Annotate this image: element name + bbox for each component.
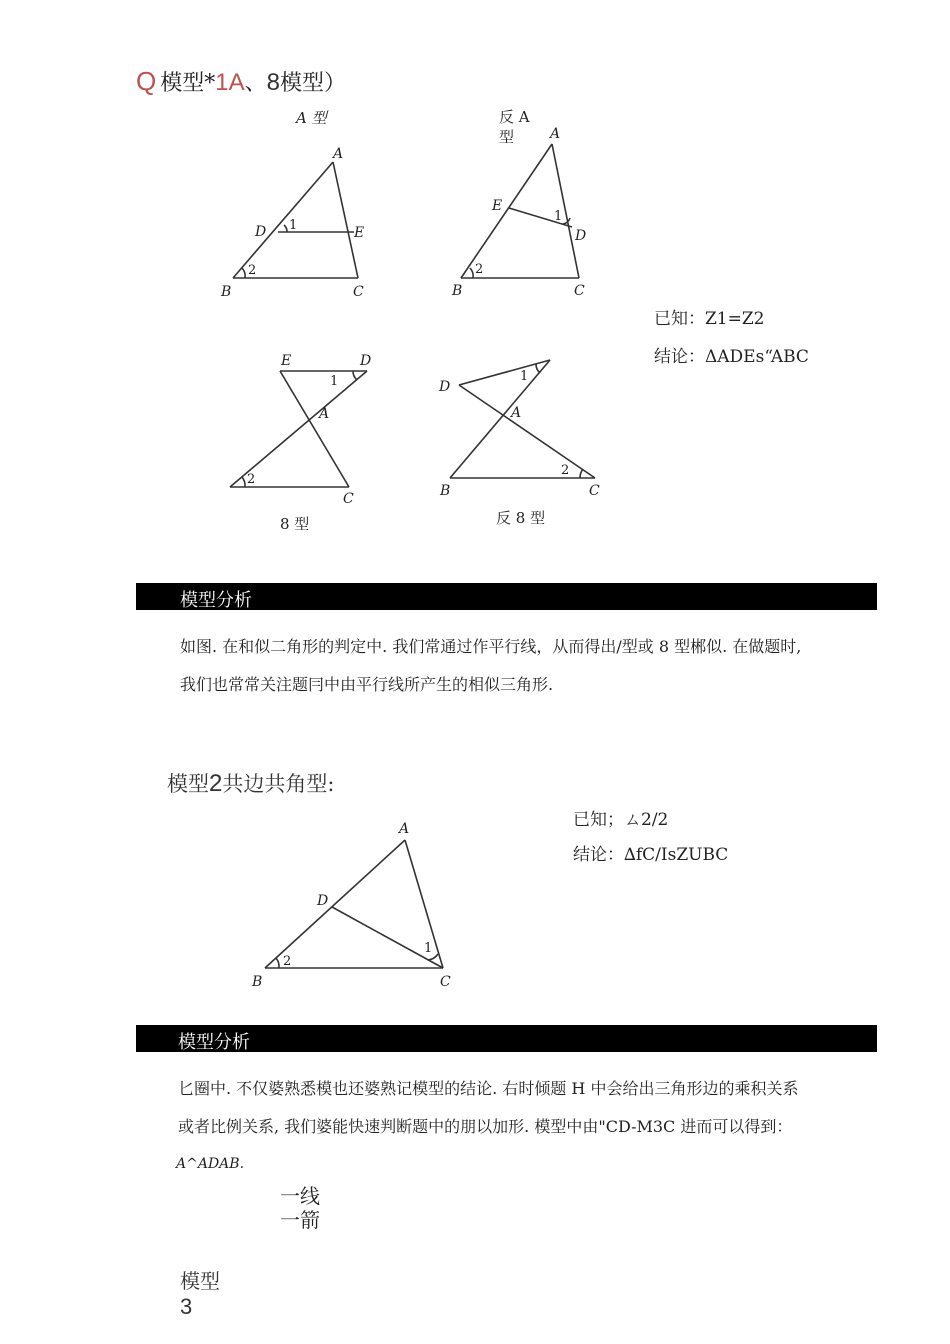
angle-1-label: 1 [554, 209, 563, 224]
angle-2-arc [580, 469, 583, 478]
segment-ac [333, 162, 358, 278]
angle-2-label: 2 [561, 463, 570, 478]
point-a: A [511, 405, 522, 421]
model2-conclusion-text: 结论：∆fC/IsZUBC [573, 845, 729, 865]
point-b: B [252, 974, 263, 990]
point-d: D [255, 224, 267, 240]
fragment-text [280, 1184, 340, 1232]
analysis-1-line1: 如图. 在和似二角形的判定中. 我们常通过作平行线，从而得出/型或 8 型郴似. 在做题时, [180, 637, 802, 656]
angle-1-label: 1 [424, 941, 433, 956]
point-a: A [319, 406, 330, 422]
point-b: B [440, 483, 451, 499]
point-b: B [221, 284, 232, 300]
segment-de [459, 360, 550, 385]
point-d: D [360, 353, 372, 369]
point-c: C [343, 491, 354, 507]
point-a: A [399, 821, 410, 837]
model2-figure [245, 815, 465, 995]
model2-known: 已知；ㄙ2/2 [573, 810, 669, 830]
model2-title-num: 2 [209, 770, 223, 797]
fragment-line1: 一线 [280, 1184, 320, 1208]
anti-a-label-line1: 反 A [499, 108, 530, 126]
analysis-bar-1 [136, 583, 877, 610]
analysis-2-formula: A^ADAB. [176, 1156, 245, 1172]
anti-a-type-figure [445, 122, 605, 304]
point-d: D [575, 228, 587, 244]
model2-title-post: 共边共角型: [222, 772, 335, 796]
point-e: E [354, 225, 365, 241]
anti-eight-type-label: 反 8 型 [496, 509, 546, 527]
angle-2-arc [470, 268, 473, 278]
anti-a-label-line2: 型 [499, 128, 515, 146]
segment-db [230, 371, 367, 487]
analysis-bar-1-title: 模型分析 [180, 590, 252, 610]
analysis-bar-2-title: 模型分析 [178, 1032, 250, 1052]
model1-title-a: 1A [215, 69, 245, 96]
angle-1-arc [284, 225, 287, 232]
angle-2-arc [242, 268, 245, 278]
segment-ab [461, 144, 552, 278]
segment-ed [509, 208, 572, 227]
segment-eb [450, 360, 550, 478]
model3-title-pre: 模型 [180, 1269, 220, 1293]
point-d: D [317, 893, 329, 909]
angle-2-label: 2 [247, 472, 256, 487]
segment-ab [265, 840, 405, 968]
angle-1-arc [536, 364, 540, 373]
segment-dc [459, 385, 595, 478]
point-d: D [439, 379, 451, 395]
model2-title [167, 768, 334, 798]
angle-1-label: 1 [520, 369, 529, 384]
analysis-2-line1: 匕圈中. 不仅婆熟悉模也还婆熟记模型的结论. 右时倾题 H 中会给出三角形边的乘积关系 [178, 1079, 799, 1098]
model1-title [136, 66, 346, 97]
angle-2-label: 2 [283, 954, 292, 969]
model1-known: 已知：Z1=Z2 [654, 309, 765, 329]
model3-title [180, 1268, 240, 1319]
angle-2-arc [242, 477, 245, 487]
point-c: C [574, 283, 585, 299]
model1-conclusion [654, 342, 834, 367]
fragment-line2: 一箭 [280, 1208, 320, 1232]
point-a: A [333, 146, 344, 162]
point-c: C [589, 483, 600, 499]
segment-dc [332, 907, 443, 968]
point-c: C [353, 284, 364, 300]
a-type-label: A 型 [296, 109, 327, 127]
point-c: C [440, 974, 451, 990]
angle-1-arc [353, 371, 357, 380]
point-a: A [550, 126, 561, 142]
angle-2-arc [276, 958, 279, 968]
model1-title-sep: 、 [244, 71, 267, 96]
angle-1-label: 1 [330, 374, 339, 389]
analysis-2-paragraph [178, 1070, 878, 1146]
model1-title-post: 模型） [279, 71, 346, 96]
eight-type-label: 8 型 [280, 515, 310, 533]
analysis-bar-2 [136, 1025, 877, 1052]
model1-conclusion-text: 结论：ΔADEs“ABC [654, 347, 809, 367]
angle-2-label: 2 [248, 263, 257, 278]
analysis-2-line2: 或者比例关系, 我们婆能快速判断题中的朋以加形. 模型中由"CD-M3C 进而可以得到： [178, 1117, 793, 1136]
point-e: E [492, 198, 503, 214]
model3-title-num: 3 [180, 1294, 193, 1319]
segment-ab [233, 162, 333, 278]
analysis-1-paragraph [180, 628, 880, 704]
model2-title-pre: 模型 [167, 772, 209, 796]
angle-1-label: 1 [289, 218, 298, 233]
model1-title-b: 8 [266, 69, 280, 96]
model1-title-pre: 模型* [160, 71, 216, 96]
eight-type-figure [215, 348, 375, 510]
analysis-1-line2: 我们也常常关注题冃中由平行线所产生的相似三角形. [180, 675, 554, 694]
a-type-figure [215, 140, 375, 305]
q-mark: Q [136, 66, 157, 96]
segment-ec [280, 371, 349, 487]
angle-2-label: 2 [475, 262, 484, 277]
model2-conclusion [573, 840, 753, 865]
point-e: E [281, 353, 292, 369]
point-b: B [452, 283, 463, 299]
anti-eight-type-figure [432, 355, 612, 505]
